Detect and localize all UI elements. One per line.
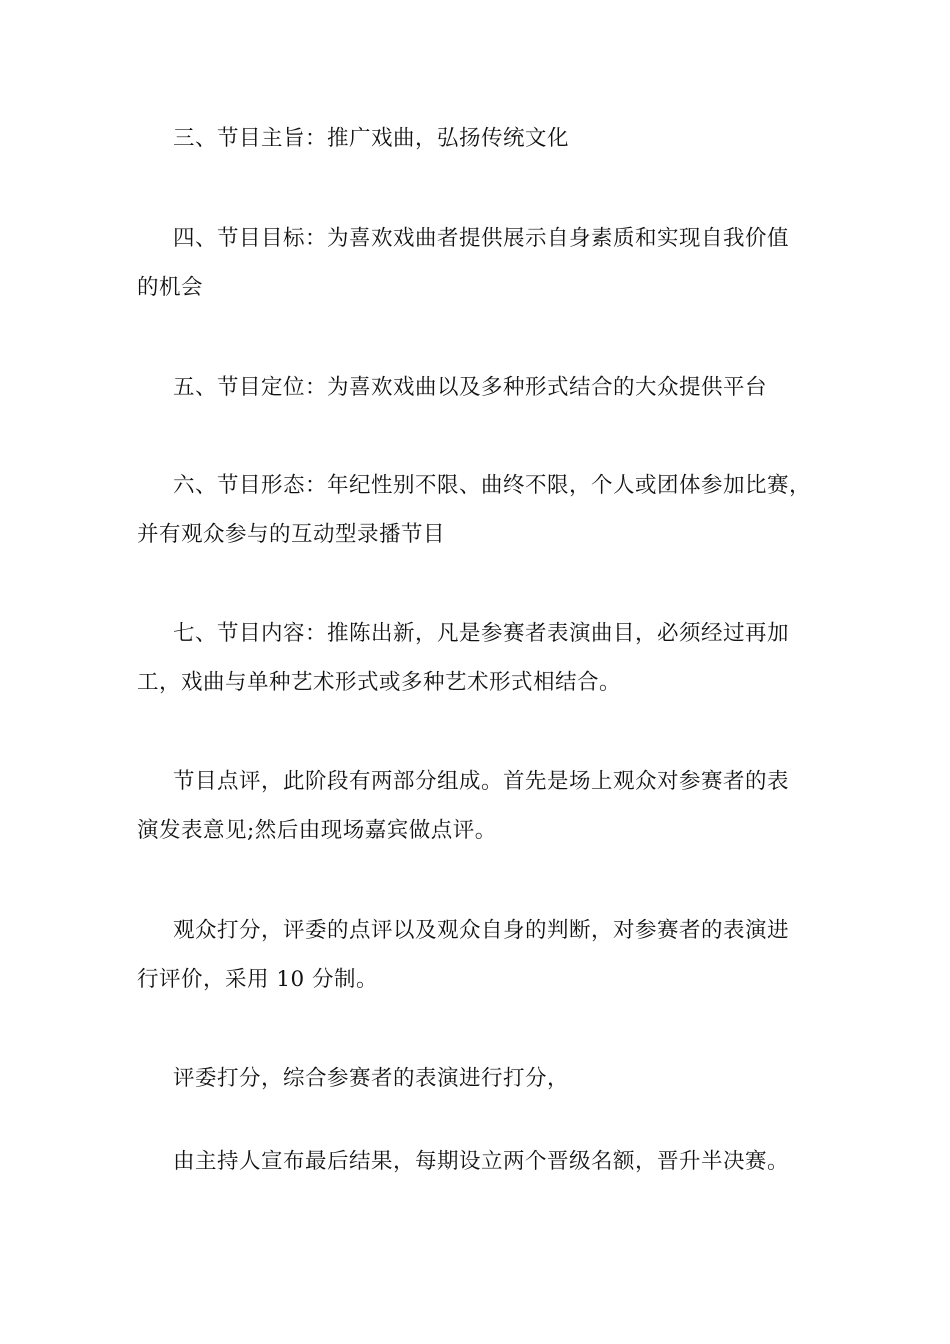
paragraph-line: 由主持人宣布最后结果，每期设立两个晋级名额，晋升半决赛。 [173, 1149, 790, 1174]
paragraph-line: 的机会 [137, 275, 204, 300]
paragraph-final-result [137, 1137, 817, 1186]
paragraph-program-positioning [137, 363, 817, 412]
paragraph-line: 七、节目内容：推陈出新，凡是参赛者表演曲目，必须经过再加 [173, 621, 790, 646]
paragraph-line: 演发表意见;然后由现场嘉宾做点评。 [137, 818, 497, 843]
paragraph-line: 行评价，采用 10 分制。 [137, 967, 379, 992]
paragraph-line: 工，戏曲与单种艺术形式或多种艺术形式相结合。 [137, 670, 622, 695]
paragraph-program-content [137, 609, 817, 707]
paragraph-line: 并有观众参与的互动型录播节目 [137, 522, 446, 547]
paragraph-program-review [137, 757, 817, 855]
paragraph-line: 观众打分，评委的点评以及观众自身的判断，对参赛者的表演进 [173, 918, 790, 943]
paragraph-judge-scoring [137, 1054, 817, 1103]
paragraph-line: 评委打分，综合参赛者的表演进行打分， [173, 1066, 570, 1091]
paragraph-program-goal [137, 214, 817, 312]
paragraph-program-purpose [137, 114, 817, 163]
paragraph-line: 三、节目主旨：推广戏曲，弘扬传统文化 [173, 126, 570, 151]
paragraph-line: 节目点评，此阶段有两部分组成。首先是场上观众对参赛者的表 [173, 769, 790, 794]
paragraph-line: 四、节目目标：为喜欢戏曲者提供展示自身素质和实现自我价值 [173, 226, 790, 251]
paragraph-line: 六、节目形态：年纪性别不限、曲终不限，个人或团体参加比赛， [173, 473, 812, 498]
paragraph-program-format [137, 461, 817, 559]
paragraph-audience-scoring [137, 906, 817, 1004]
paragraph-line: 五、节目定位：为喜欢戏曲以及多种形式结合的大众提供平台 [173, 375, 768, 400]
